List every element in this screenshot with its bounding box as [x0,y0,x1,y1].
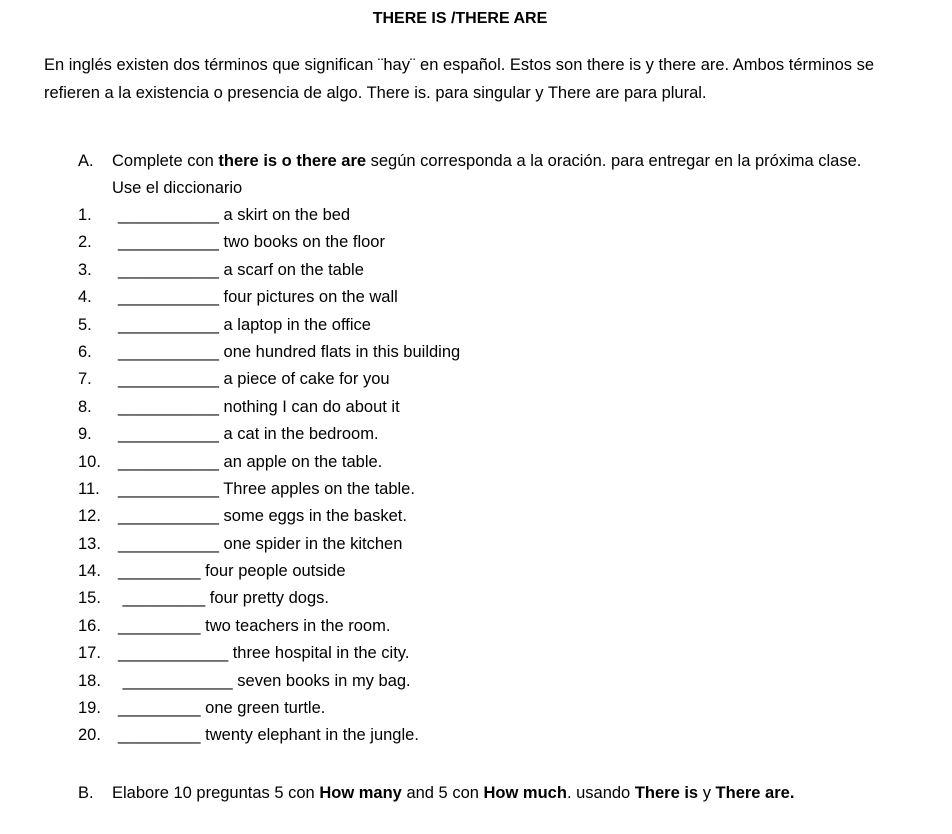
item-number: 2. [78,233,92,252]
exercise-item [78,668,460,695]
exercise-item [78,366,460,393]
exercise-item [78,339,460,366]
item-number: 18. [78,671,101,690]
item-sentence: ___________ four pictures on the wall [118,288,398,307]
section-b-text-2: and 5 con [401,784,484,802]
exercise-item [78,284,460,311]
section-a-bold-text: there is o there are [218,152,367,170]
section-b-text-3: . usando [566,784,635,802]
item-number: 10. [78,452,101,471]
intro-paragraph: En inglés existen dos términos que significan ¨hay¨ en español. Estos son there is y there are. Ambos términos se refieren a la existencia o presencia de algo. There is. para singular y There are para plural. [44,56,875,102]
item-number: 15. [78,589,101,608]
item-sentence: ___________ one hundred flats in this building [118,342,461,361]
item-sentence: _________ four pretty dogs. [118,589,329,608]
section-a-text-start: Complete con [112,152,219,170]
item-number: 9. [78,425,92,444]
exercise-item [78,394,460,421]
item-number: 7. [78,370,92,389]
item-sentence: ____________ three hospital in the city. [118,644,410,663]
page-title: THERE IS /THERE ARE [372,10,548,27]
section-b-instructions [78,780,794,807]
item-sentence: _________ four people outside [118,562,346,581]
exercise-item [78,531,460,558]
item-number: 14. [78,562,101,581]
section-b-bold-there-are: There are. [715,784,795,802]
item-number: 5. [78,315,92,334]
item-sentence: ____________ seven books in my bag. [118,671,411,690]
item-sentence: ___________ one spider in the kitchen [118,534,403,553]
exercise-item [78,421,460,448]
exercise-item [78,695,460,722]
item-sentence: _________ one green turtle. [118,699,326,718]
item-number: 17. [78,644,101,663]
item-number: 20. [78,726,101,745]
exercise-item [78,503,460,530]
item-number: 12. [78,507,101,526]
item-sentence: ___________ Three apples on the table. [118,479,415,498]
exercise-item [78,312,460,339]
section-a-letter: A. [78,152,94,170]
item-number: 13. [78,534,101,553]
exercise-item [78,476,460,503]
exercise-item [78,449,460,476]
item-sentence: ___________ a skirt on the bed [118,206,351,224]
item-sentence: ___________ some eggs in the basket. [118,507,407,526]
exercise-item [78,257,460,284]
section-b-text-1: Elabore 10 preguntas 5 con [112,784,320,802]
item-number: 3. [78,260,92,279]
exercise-item [78,640,460,667]
item-sentence: ___________ a scarf on the table [118,260,364,279]
item-number: 6. [78,342,92,361]
exercise-item [78,722,460,749]
item-sentence: ___________ nothing I can do about it [118,397,400,416]
item-sentence: _________ twenty elephant in the jungle. [118,726,419,745]
section-b-bold-how-many: How many [319,784,402,802]
section-b-bold-how-much: How much [483,784,567,802]
exercise-item [78,613,460,640]
exercise-item [78,585,460,612]
section-a-instructions [78,148,878,202]
section-b-text-4: y [698,784,716,802]
item-sentence: ___________ two books on the floor [118,233,385,252]
item-sentence: ___________ a piece of cake for you [118,370,390,389]
section-a-text [112,148,878,202]
exercise-item [78,202,460,229]
item-number: 8. [78,397,92,416]
item-number: 1. [78,206,92,224]
section-a-text-end: según corresponda a la oración. para entregar en la próxima clase. Use el diccionario [112,152,862,197]
item-number: 11. [78,479,100,498]
item-sentence: ___________ a laptop in the office [118,315,371,334]
item-sentence: ___________ a cat in the bedroom. [118,425,379,444]
item-sentence: ___________ an apple on the table. [118,452,383,471]
item-number: 4. [78,288,92,307]
exercise-item [78,229,460,256]
exercise-list [78,202,460,750]
item-number: 19. [78,699,101,718]
item-number: 16. [78,616,101,635]
section-b-bold-there-is: There is [634,784,699,802]
section-b-letter: B. [78,784,94,802]
exercise-item [78,558,460,585]
item-sentence: _________ two teachers in the room. [118,616,391,635]
